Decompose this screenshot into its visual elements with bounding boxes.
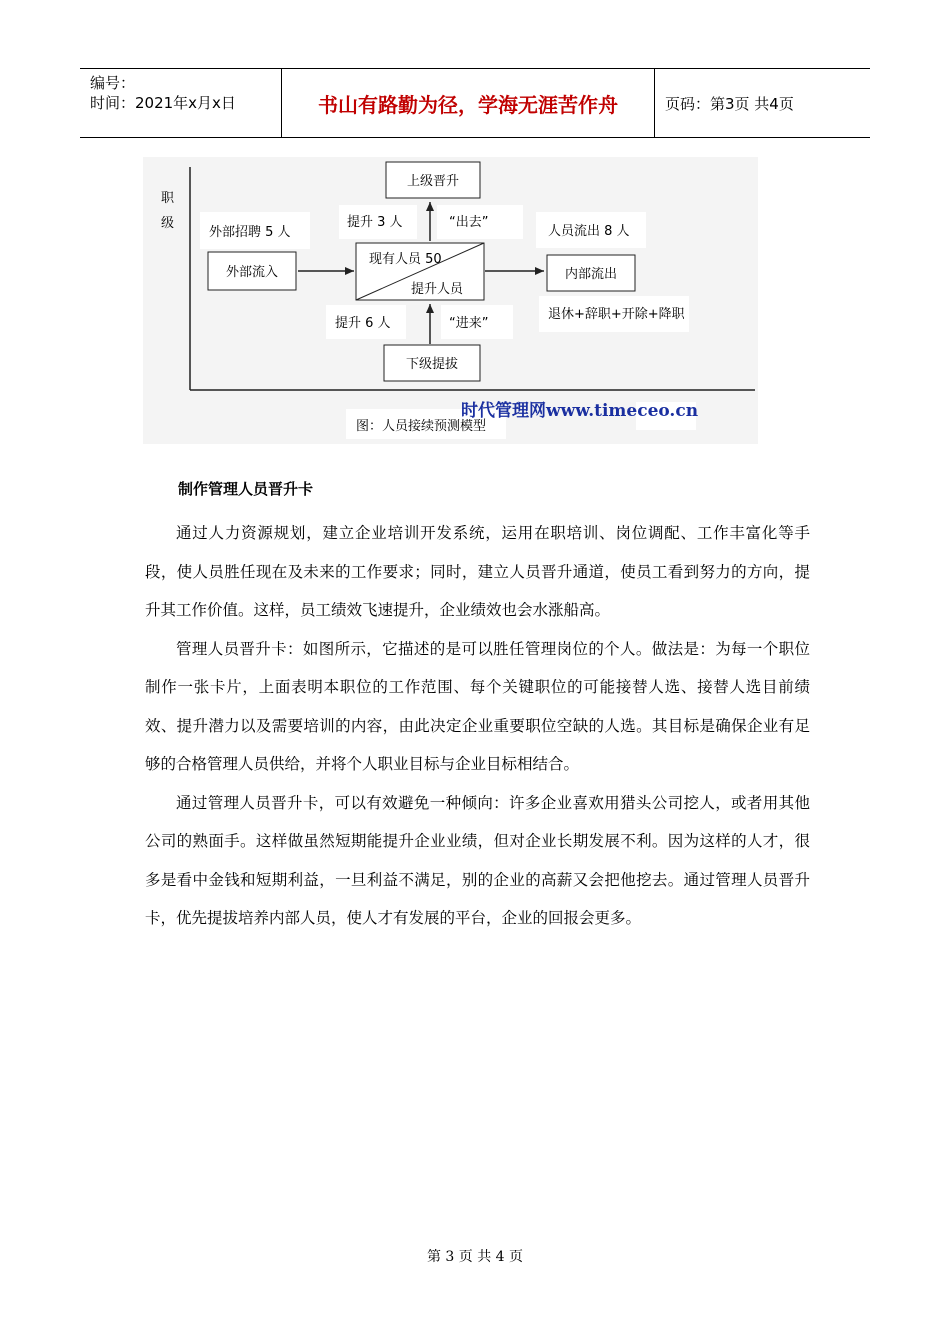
header-page-label: 页码：第3页 共4页 xyxy=(665,94,794,113)
label-external-recruit: 外部招聘 5 人 xyxy=(209,225,291,240)
y-axis-label: 级 xyxy=(161,216,175,231)
label-in: “进来” xyxy=(449,316,489,331)
figure-watermark: 时代管理网www.timeceo.cn xyxy=(461,401,699,421)
figure-caption: 图：人员接续预测模型 xyxy=(356,419,487,434)
label-outflow: 人员流出 8 人 xyxy=(548,224,630,239)
label-outflow-types: 退休+辞职+开除+降职 xyxy=(548,307,685,322)
box-internal-outflow-label: 内部流出 xyxy=(564,267,618,282)
box-upper-promotion-label: 上级晋升 xyxy=(406,174,460,189)
paragraph: 通过管理人员晋升卡，可以有效避免一种倾向：许多企业喜欢用猎头公司挖人，或者用其他公司的熟面手。这样做虽然短期能提升企业业绩，但对企业长期发展不利。因为这样的人才，很多是看中金钱和短期利益，一旦利益不满足，别的企业的高薪又会把他挖去。通过管理人员晋升卡，优先提拔培养内部人员，使人才有发展的平台，企业的回报会更多。 xyxy=(145,793,810,927)
page-header xyxy=(80,68,870,138)
box-external-inflow-label: 外部流入 xyxy=(225,265,279,280)
header-motto: 书山有路勤为径，学海无涯苦作舟 xyxy=(318,92,618,117)
header-number-label: 编号： xyxy=(90,74,136,92)
box-lower-promotion-label: 下级提拔 xyxy=(405,357,459,372)
header-divider xyxy=(654,69,655,137)
succession-model-figure xyxy=(143,157,758,444)
paragraph: 管理人员晋升卡：如图所示，它描述的是可以胜任管理岗位的个人。做法是：为每一个职位制作一张卡片，上面表明本职位的工作范围、每个关键职位的可能接替人选、接替人选目前绩效、提升潜力以及需要培训的内容，由此决定企业重要职位空缺的人选。其目标是确保企业有足够的合格管理人员供给，并将个人职业目标与企业目标相结合。 xyxy=(145,639,810,773)
page-footer: 第 3 页 共 4 页 xyxy=(426,1249,524,1265)
label-out: “出去” xyxy=(449,215,489,230)
header-meta xyxy=(90,73,280,113)
y-axis-label: 职 xyxy=(161,191,175,206)
header-time-label: 时间：2021年x月x日 xyxy=(90,94,236,112)
label-promote-in: 提升 6 人 xyxy=(335,316,391,331)
label-promote-up: 提升 3 人 xyxy=(347,215,403,230)
section-heading: 制作管理人员晋升卡 xyxy=(178,480,314,498)
box-promoted-label: 提升人员 xyxy=(411,282,464,297)
succession-diagram xyxy=(143,157,758,444)
body-text xyxy=(145,514,810,938)
box-current-staff-label: 现有人员 50 xyxy=(369,252,442,267)
paragraph: 通过人力资源规划，建立企业培训开发系统，运用在职培训、岗位调配、工作丰富化等手段，使人员胜任现在及未来的工作要求；同时，建立人员晋升通道，使员工看到努力的方向，提升其工作价值。这样，员工绩效飞速提升，企业绩效也会水涨船高。 xyxy=(145,524,810,619)
